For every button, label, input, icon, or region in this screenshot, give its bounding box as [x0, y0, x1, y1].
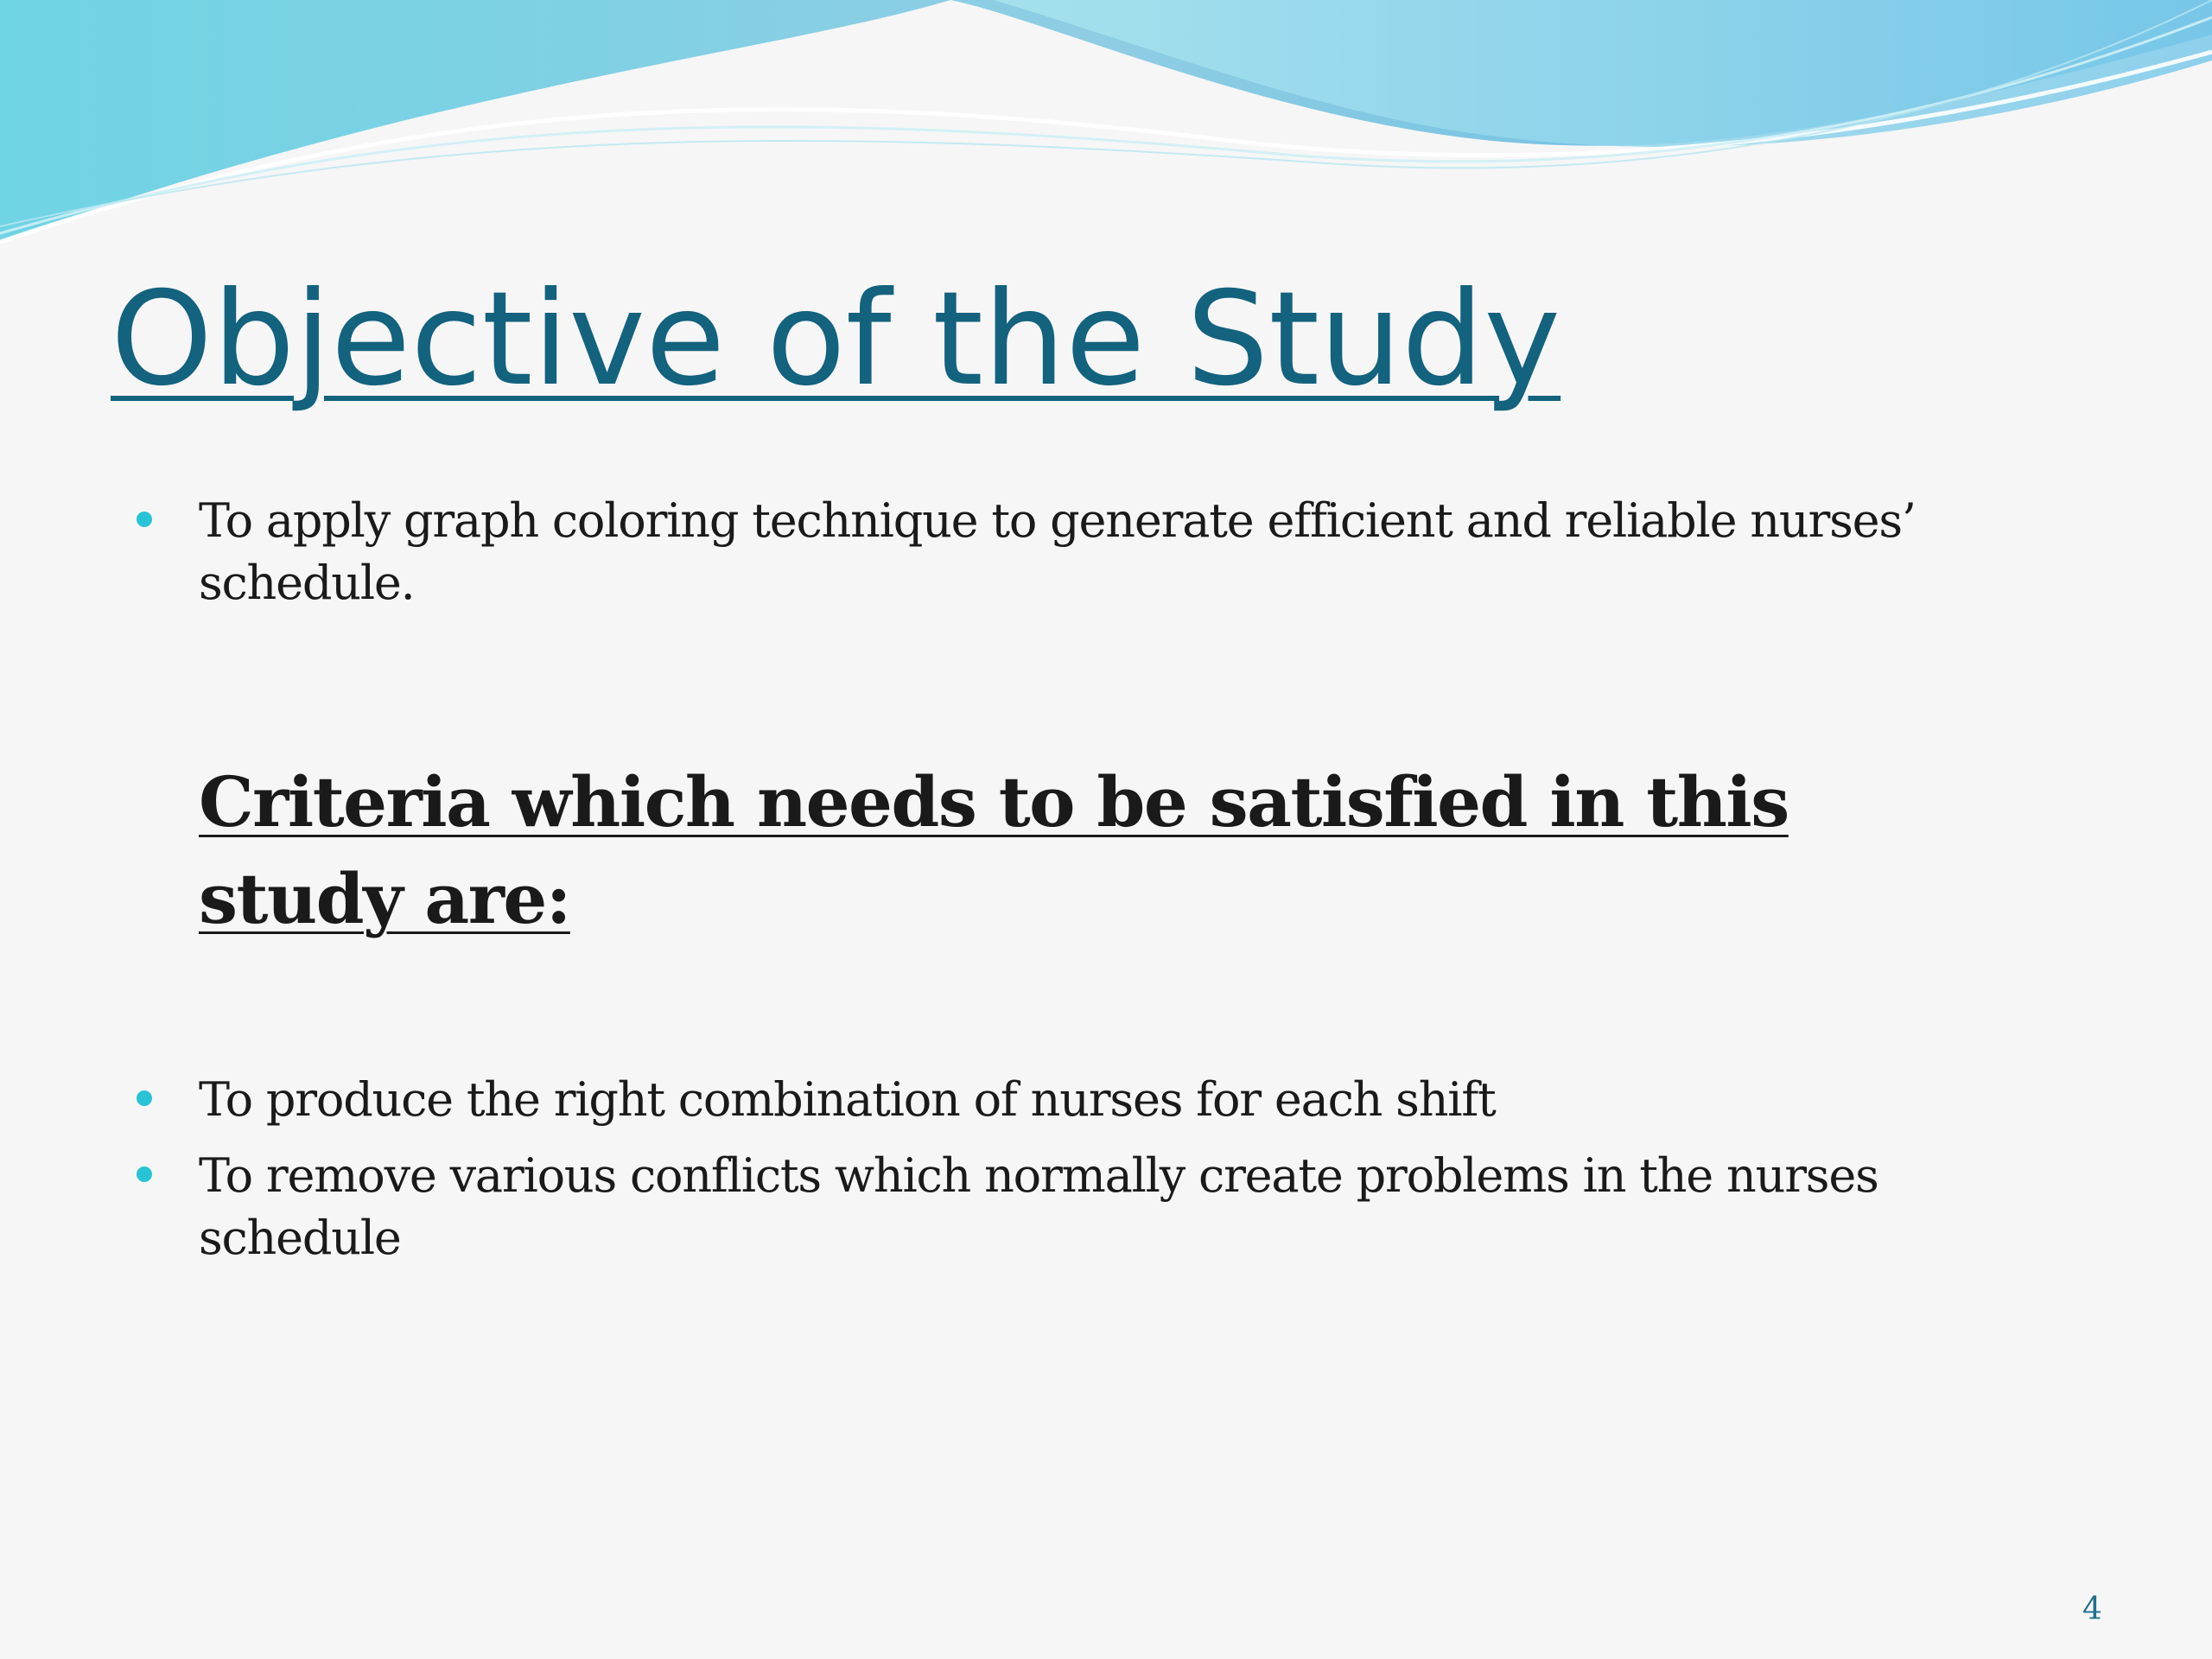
- criteria-heading: Criteria which needs to be satisfied in this study are:: [199, 761, 1789, 939]
- bullet-icon: [137, 1166, 152, 1182]
- header-wave-decoration: [0, 0, 2212, 259]
- objective-text: To apply graph coloring technique to generate efficient and reliable nurses’ schedule.: [199, 493, 1916, 610]
- bullet-icon: [137, 512, 152, 527]
- bullet-icon: [137, 1090, 152, 1106]
- slide-title: Objective of the Study: [111, 264, 1561, 415]
- criteria-item: To produce the right combination of nurses for each shift: [199, 1072, 1496, 1127]
- criteria-item: To remove various conflicts which normally create problems in the nurses schedule: [199, 1148, 1878, 1265]
- page-number: 4: [2082, 1592, 2102, 1627]
